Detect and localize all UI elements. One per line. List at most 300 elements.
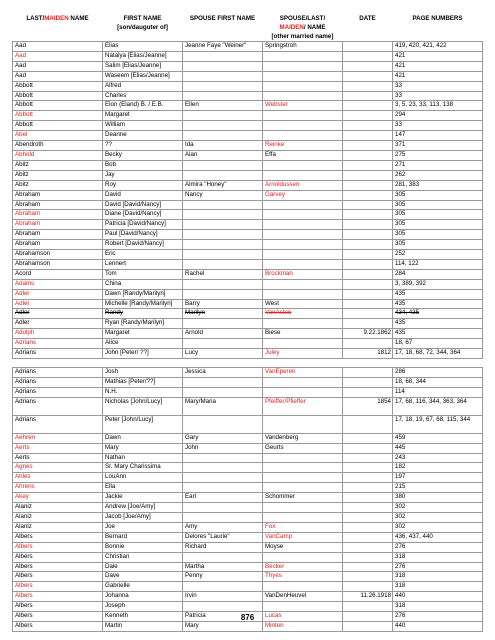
cell-last-name: Albers bbox=[13, 532, 103, 542]
cell-first-name: David bbox=[103, 190, 183, 200]
table-row bbox=[13, 339, 483, 349]
cell-spouse-last-name: Schommer bbox=[263, 493, 343, 503]
cell-page-numbers: 262 bbox=[393, 170, 483, 180]
table-row bbox=[13, 220, 483, 230]
cell-date bbox=[343, 269, 393, 279]
table-row bbox=[13, 269, 483, 279]
cell-spouse-last-name: VanCamp bbox=[263, 532, 343, 542]
cell-spouse-last-name bbox=[263, 71, 343, 81]
cell-date bbox=[343, 319, 393, 329]
cell-page-numbers: 421 bbox=[393, 71, 483, 81]
cell-page-numbers: 3, 389, 392 bbox=[393, 279, 483, 289]
cell-page-numbers: 305 bbox=[393, 190, 483, 200]
cell-first-name: Margaret bbox=[103, 329, 183, 339]
cell-first-name: Charles bbox=[103, 91, 183, 101]
table-row bbox=[13, 349, 483, 359]
cell-spouse-last-name bbox=[263, 279, 343, 289]
cell-spouse-last-name bbox=[263, 289, 343, 299]
cell-spouse-first-name bbox=[183, 250, 263, 260]
cell-page-numbers: 318 bbox=[393, 602, 483, 612]
cell-spouse-first-name: Penny bbox=[183, 572, 263, 582]
cell-date bbox=[343, 259, 393, 269]
cell-spouse-last-name: Biese bbox=[263, 329, 343, 339]
cell-spouse-first-name bbox=[183, 453, 263, 463]
cell-date bbox=[343, 621, 393, 631]
table-row bbox=[13, 572, 483, 582]
cell-first-name: Deanne bbox=[103, 131, 183, 141]
cell-spouse-last-name: Juley bbox=[263, 349, 343, 359]
cell-last-name: Agnes bbox=[13, 463, 103, 473]
cell-last-name: Adrians bbox=[13, 387, 103, 397]
cell-last-name: Aad bbox=[13, 61, 103, 71]
cell-last-name: Adolph bbox=[13, 329, 103, 339]
cell-first-name: Bernard bbox=[103, 532, 183, 542]
cell-spouse-first-name bbox=[183, 71, 263, 81]
cell-last-name: Albers bbox=[13, 602, 103, 612]
cell-spouse-last-name: Brockman bbox=[263, 269, 343, 279]
cell-spouse-first-name bbox=[183, 473, 263, 483]
table-row bbox=[13, 582, 483, 592]
cell-page-numbers: 318 bbox=[393, 552, 483, 562]
cell-date bbox=[343, 377, 393, 387]
cell-spouse-last-name bbox=[263, 111, 343, 121]
cell-page-numbers: 197 bbox=[393, 473, 483, 483]
cell-page-numbers: 284 bbox=[393, 269, 483, 279]
cell-spouse-first-name bbox=[183, 170, 263, 180]
table-row bbox=[13, 562, 483, 572]
table-row bbox=[13, 592, 483, 602]
cell-date bbox=[343, 220, 393, 230]
table-row bbox=[13, 279, 483, 289]
table-row bbox=[13, 141, 483, 151]
cell-page-numbers: 182 bbox=[393, 463, 483, 473]
cell-spouse-first-name bbox=[183, 602, 263, 612]
cell-page-numbers: 434, 435 bbox=[393, 309, 483, 319]
cell-spouse-first-name bbox=[183, 131, 263, 141]
cell-first-name bbox=[103, 359, 183, 368]
cell-spouse-first-name bbox=[183, 81, 263, 91]
cell-date bbox=[343, 512, 393, 522]
cell-date bbox=[343, 42, 393, 52]
cell-first-name: Jay bbox=[103, 170, 183, 180]
cell-spouse-last-name bbox=[263, 91, 343, 101]
cell-first-name: Josh bbox=[103, 368, 183, 378]
cell-first-name: Ella bbox=[103, 483, 183, 493]
cell-date bbox=[343, 91, 393, 101]
cell-date bbox=[343, 415, 393, 433]
cell-spouse-last-name bbox=[263, 453, 343, 463]
cell-spouse-last-name: Moyse bbox=[263, 542, 343, 552]
cell-spouse-first-name bbox=[183, 552, 263, 562]
cell-first-name: Robert [David/Nancy] bbox=[103, 240, 183, 250]
cell-first-name: Margaret bbox=[103, 111, 183, 121]
cell-last-name: Albers bbox=[13, 562, 103, 572]
table-row bbox=[13, 463, 483, 473]
table-body bbox=[13, 42, 483, 632]
cell-spouse-first-name: Alan bbox=[183, 150, 263, 160]
cell-spouse-last-name: Becker bbox=[263, 562, 343, 572]
cell-spouse-first-name bbox=[183, 259, 263, 269]
cell-spouse-last-name: Effa bbox=[263, 150, 343, 160]
table-row bbox=[13, 377, 483, 387]
table-row bbox=[13, 621, 483, 631]
cell-last-name: Adrians bbox=[13, 377, 103, 387]
cell-first-name: Lennert bbox=[103, 259, 183, 269]
cell-first-name: Roy bbox=[103, 180, 183, 190]
table-row bbox=[13, 368, 483, 378]
cell-first-name: William bbox=[103, 121, 183, 131]
cell-spouse-last-name bbox=[263, 463, 343, 473]
cell-last-name: Abendroth bbox=[13, 141, 103, 151]
cell-last-name: Abrahamson bbox=[13, 250, 103, 260]
cell-page-numbers: 18, 67 bbox=[393, 339, 483, 349]
table-row bbox=[13, 443, 483, 453]
cell-page-numbers: 435 bbox=[393, 299, 483, 309]
cell-page-numbers: 276 bbox=[393, 542, 483, 552]
cell-last-name: Adrians bbox=[13, 397, 103, 415]
cell-spouse-first-name: Earl bbox=[183, 493, 263, 503]
cell-spouse-first-name: Marilyn bbox=[183, 309, 263, 319]
cell-first-name: ?? bbox=[103, 141, 183, 151]
cell-spouse-last-name: VanEperen bbox=[263, 368, 343, 378]
cell-last-name: Abitz bbox=[13, 160, 103, 170]
cell-spouse-last-name: VanAsten bbox=[263, 309, 343, 319]
cell-spouse-first-name bbox=[183, 289, 263, 299]
cell-spouse-last-name bbox=[263, 250, 343, 260]
cell-page-numbers: 318 bbox=[393, 572, 483, 582]
cell-page-numbers: 286 bbox=[393, 368, 483, 378]
cell-spouse-last-name bbox=[263, 552, 343, 562]
cell-first-name: John [Peter/ ??] bbox=[103, 349, 183, 359]
cell-date: 1854 bbox=[343, 397, 393, 415]
table-row bbox=[13, 259, 483, 269]
cell-last-name: Adler bbox=[13, 289, 103, 299]
cell-spouse-last-name bbox=[263, 483, 343, 493]
cell-spouse-last-name bbox=[263, 210, 343, 220]
cell-last-name: Adams bbox=[13, 279, 103, 289]
cell-spouse-first-name: Lucy bbox=[183, 349, 263, 359]
cell-spouse-first-name: Arnold bbox=[183, 329, 263, 339]
cell-page-numbers: 33 bbox=[393, 121, 483, 131]
cell-date bbox=[343, 582, 393, 592]
cell-date bbox=[343, 387, 393, 397]
table-row bbox=[13, 483, 483, 493]
cell-page-numbers: 302 bbox=[393, 512, 483, 522]
cell-last-name: Abbott bbox=[13, 81, 103, 91]
cell-first-name: Nathan bbox=[103, 453, 183, 463]
cell-page-numbers: 305 bbox=[393, 210, 483, 220]
cell-spouse-last-name: Vandenberg bbox=[263, 433, 343, 443]
header-date: DATE bbox=[359, 15, 376, 22]
cell-date bbox=[343, 433, 393, 443]
cell-date bbox=[343, 483, 393, 493]
header-spouse-last-name: SPOUSE/LAST/ MAIDEN/ NAME [other married name] bbox=[271, 15, 334, 40]
cell-date bbox=[343, 522, 393, 532]
cell-last-name: Abitz bbox=[13, 180, 103, 190]
cell-spouse-last-name bbox=[263, 339, 343, 349]
cell-last-name: Albers bbox=[13, 612, 103, 622]
cell-first-name: Tom bbox=[103, 269, 183, 279]
cell-page-numbers: 435 bbox=[393, 319, 483, 329]
cell-page-numbers: 445 bbox=[393, 443, 483, 453]
cell-page-numbers: 305 bbox=[393, 230, 483, 240]
cell-page-numbers: 276 bbox=[393, 612, 483, 622]
header-first-name: FIRST NAME [son/dauguter of] bbox=[117, 15, 168, 31]
cell-spouse-last-name bbox=[263, 359, 343, 368]
cell-spouse-last-name bbox=[263, 131, 343, 141]
cell-date bbox=[343, 81, 393, 91]
cell-page-numbers: 33 bbox=[393, 91, 483, 101]
table-row bbox=[13, 309, 483, 319]
cell-spouse-first-name bbox=[183, 377, 263, 387]
cell-first-name: Jacob [Joe/Amy] bbox=[103, 512, 183, 522]
cell-spouse-first-name: Ellen bbox=[183, 101, 263, 111]
cell-first-name: Dawn [Randy/Marilyn] bbox=[103, 289, 183, 299]
cell-first-name: Ryan [Randy/Marilyn] bbox=[103, 319, 183, 329]
table-row bbox=[13, 51, 483, 61]
cell-page-numbers: 318 bbox=[393, 582, 483, 592]
cell-date bbox=[343, 443, 393, 453]
cell-spouse-last-name: Webster bbox=[263, 101, 343, 111]
cell-first-name: Elias bbox=[103, 42, 183, 52]
cell-first-name: Joseph bbox=[103, 602, 183, 612]
cell-spouse-last-name: Pfeiffer/Pfieffer bbox=[263, 397, 343, 415]
cell-page-numbers: 421 bbox=[393, 51, 483, 61]
cell-spouse-first-name bbox=[183, 230, 263, 240]
cell-last-name: Abraham bbox=[13, 190, 103, 200]
cell-first-name: David [David/Nancy] bbox=[103, 200, 183, 210]
cell-last-name: Alaniz bbox=[13, 503, 103, 513]
cell-spouse-first-name bbox=[183, 415, 263, 433]
cell-last-name bbox=[13, 359, 103, 368]
cell-page-numbers: 114 bbox=[393, 387, 483, 397]
cell-spouse-last-name bbox=[263, 240, 343, 250]
cell-last-name: Adrians bbox=[13, 349, 103, 359]
cell-page-numbers: 276 bbox=[393, 562, 483, 572]
cell-date bbox=[343, 180, 393, 190]
cell-last-name: Ahles bbox=[13, 473, 103, 483]
cell-date bbox=[343, 210, 393, 220]
cell-spouse-last-name bbox=[263, 200, 343, 210]
cell-date bbox=[343, 339, 393, 349]
cell-date bbox=[343, 240, 393, 250]
cell-first-name: LouAnn bbox=[103, 473, 183, 483]
cell-spouse-last-name: Lucas bbox=[263, 612, 343, 622]
cell-first-name: Mathias [Peter/??] bbox=[103, 377, 183, 387]
table-row bbox=[13, 81, 483, 91]
cell-spouse-last-name bbox=[263, 230, 343, 240]
cell-date bbox=[343, 309, 393, 319]
cell-spouse-first-name: Jeanne Faye "Weiner" bbox=[183, 42, 263, 52]
cell-date bbox=[343, 200, 393, 210]
table-row bbox=[13, 61, 483, 71]
cell-spouse-first-name bbox=[183, 200, 263, 210]
cell-date bbox=[343, 250, 393, 260]
cell-page-numbers: 3, 5, 23, 33, 113, 138 bbox=[393, 101, 483, 111]
cell-spouse-first-name bbox=[183, 111, 263, 121]
cell-page-numbers: 435 bbox=[393, 289, 483, 299]
cell-first-name: Paul [David/Nancy] bbox=[103, 230, 183, 240]
cell-spouse-first-name: Mary bbox=[183, 621, 263, 631]
cell-date bbox=[343, 552, 393, 562]
cell-first-name: Martin bbox=[103, 621, 183, 631]
cell-spouse-last-name bbox=[263, 121, 343, 131]
table-row bbox=[13, 552, 483, 562]
table-row bbox=[13, 453, 483, 463]
cell-spouse-last-name bbox=[263, 582, 343, 592]
cell-first-name: Dawn bbox=[103, 433, 183, 443]
cell-spouse-last-name bbox=[263, 170, 343, 180]
cell-date bbox=[343, 121, 393, 131]
table-row bbox=[13, 602, 483, 612]
cell-first-name: Dale bbox=[103, 562, 183, 572]
cell-first-name: Joe bbox=[103, 522, 183, 532]
table-row bbox=[13, 473, 483, 483]
cell-spouse-last-name bbox=[263, 473, 343, 483]
cell-last-name: Albers bbox=[13, 542, 103, 552]
cell-date bbox=[343, 572, 393, 582]
cell-last-name: Ahrens bbox=[13, 483, 103, 493]
cell-date bbox=[343, 51, 393, 61]
cell-date bbox=[343, 542, 393, 552]
cell-last-name: Aerts bbox=[13, 453, 103, 463]
cell-page-numbers: 147 bbox=[393, 131, 483, 141]
cell-spouse-last-name: Fox bbox=[263, 522, 343, 532]
cell-page-numbers: 305 bbox=[393, 240, 483, 250]
cell-spouse-last-name bbox=[263, 512, 343, 522]
cell-page-numbers: 305 bbox=[393, 200, 483, 210]
cell-spouse-first-name bbox=[183, 512, 263, 522]
cell-spouse-first-name bbox=[183, 339, 263, 349]
cell-spouse-last-name: West bbox=[263, 299, 343, 309]
cell-date bbox=[343, 141, 393, 151]
table-row bbox=[13, 111, 483, 121]
cell-page-numbers bbox=[393, 359, 483, 368]
table-row bbox=[13, 230, 483, 240]
table-header bbox=[13, 12, 483, 42]
table-row bbox=[13, 180, 483, 190]
cell-date bbox=[343, 453, 393, 463]
cell-last-name: Aehren bbox=[13, 433, 103, 443]
cell-last-name: Adler bbox=[13, 299, 103, 309]
table-row bbox=[13, 121, 483, 131]
cell-spouse-first-name: Barry bbox=[183, 299, 263, 309]
cell-last-name: Adler bbox=[13, 309, 103, 319]
cell-spouse-first-name bbox=[183, 483, 263, 493]
cell-last-name: Adrians bbox=[13, 415, 103, 433]
cell-spouse-last-name bbox=[263, 160, 343, 170]
cell-date bbox=[343, 101, 393, 111]
table-row bbox=[13, 493, 483, 503]
cell-first-name: Kenneth bbox=[103, 612, 183, 622]
cell-spouse-last-name bbox=[263, 319, 343, 329]
table-row bbox=[13, 71, 483, 81]
cell-spouse-first-name bbox=[183, 387, 263, 397]
cell-spouse-last-name bbox=[263, 387, 343, 397]
cell-spouse-first-name: Ida bbox=[183, 141, 263, 151]
cell-spouse-first-name: Rachel bbox=[183, 269, 263, 279]
cell-page-numbers: 305 bbox=[393, 220, 483, 230]
cell-spouse-last-name bbox=[263, 415, 343, 433]
cell-spouse-first-name bbox=[183, 240, 263, 250]
table-row bbox=[13, 250, 483, 260]
header-page-numbers: PAGE NUMBERS bbox=[412, 15, 463, 22]
cell-page-numbers: 440 bbox=[393, 592, 483, 602]
cell-last-name: Adler bbox=[13, 319, 103, 329]
cell-spouse-first-name bbox=[183, 503, 263, 513]
cell-last-name: Abitz bbox=[13, 170, 103, 180]
cell-last-name: Adrians bbox=[13, 368, 103, 378]
header-last-maiden-name: LAST/MAIDEN NAME bbox=[26, 15, 89, 22]
index-sheet bbox=[12, 12, 482, 632]
cell-last-name: Alaniz bbox=[13, 522, 103, 532]
cell-first-name: China bbox=[103, 279, 183, 289]
cell-date bbox=[343, 562, 393, 572]
cell-last-name: Aad bbox=[13, 42, 103, 52]
cell-spouse-first-name: John bbox=[183, 443, 263, 453]
cell-page-numbers: 243 bbox=[393, 453, 483, 463]
cell-page-numbers: 459 bbox=[393, 433, 483, 443]
cell-first-name: Becky bbox=[103, 150, 183, 160]
table-row bbox=[13, 101, 483, 111]
header-spouse-first-name: SPOUSE FIRST NAME bbox=[189, 15, 256, 22]
cell-first-name: Diane [David/Nancy] bbox=[103, 210, 183, 220]
cell-last-name: Abbott bbox=[13, 121, 103, 131]
table-row bbox=[13, 299, 483, 309]
table-row bbox=[13, 150, 483, 160]
cell-first-name: Dave bbox=[103, 572, 183, 582]
cell-first-name: Michelle [Randy/Marilyn] bbox=[103, 299, 183, 309]
cell-page-numbers: 419, 420, 421, 422 bbox=[393, 42, 483, 52]
cell-first-name: Nicholas [John/Lucy] bbox=[103, 397, 183, 415]
cell-page-numbers: 17, 18, 68, 72, 344, 364 bbox=[393, 349, 483, 359]
cell-last-name: Aad bbox=[13, 71, 103, 81]
cell-first-name: Alice bbox=[103, 339, 183, 349]
cell-last-name: Akey bbox=[13, 493, 103, 503]
cell-last-name: Abhold bbox=[13, 150, 103, 160]
table-row bbox=[13, 210, 483, 220]
cell-date bbox=[343, 61, 393, 71]
table-row bbox=[13, 91, 483, 101]
cell-spouse-last-name bbox=[263, 259, 343, 269]
cell-spouse-first-name: Patricia bbox=[183, 612, 263, 622]
cell-first-name: Sr. Mary Charissima bbox=[103, 463, 183, 473]
cell-date bbox=[343, 131, 393, 141]
cell-first-name: Eric bbox=[103, 250, 183, 260]
cell-last-name: Abrahamson bbox=[13, 259, 103, 269]
cell-spouse-last-name bbox=[263, 602, 343, 612]
table-row bbox=[13, 387, 483, 397]
cell-date: 9.22.1862 bbox=[343, 329, 393, 339]
cell-first-name: Christian bbox=[103, 552, 183, 562]
cell-first-name: Mary bbox=[103, 443, 183, 453]
cell-last-name: Abraham bbox=[13, 210, 103, 220]
cell-spouse-first-name: Nancy bbox=[183, 190, 263, 200]
table-row bbox=[13, 542, 483, 552]
table-row bbox=[13, 289, 483, 299]
cell-last-name: Aad bbox=[13, 51, 103, 61]
table-row bbox=[13, 522, 483, 532]
cell-last-name: Albers bbox=[13, 552, 103, 562]
cell-date bbox=[343, 160, 393, 170]
cell-date bbox=[343, 463, 393, 473]
table-spacer-row bbox=[13, 359, 483, 368]
cell-spouse-first-name bbox=[183, 279, 263, 289]
cell-first-name: N.H. bbox=[103, 387, 183, 397]
table-row bbox=[13, 433, 483, 443]
cell-spouse-first-name bbox=[183, 210, 263, 220]
cell-page-numbers: 271 bbox=[393, 160, 483, 170]
